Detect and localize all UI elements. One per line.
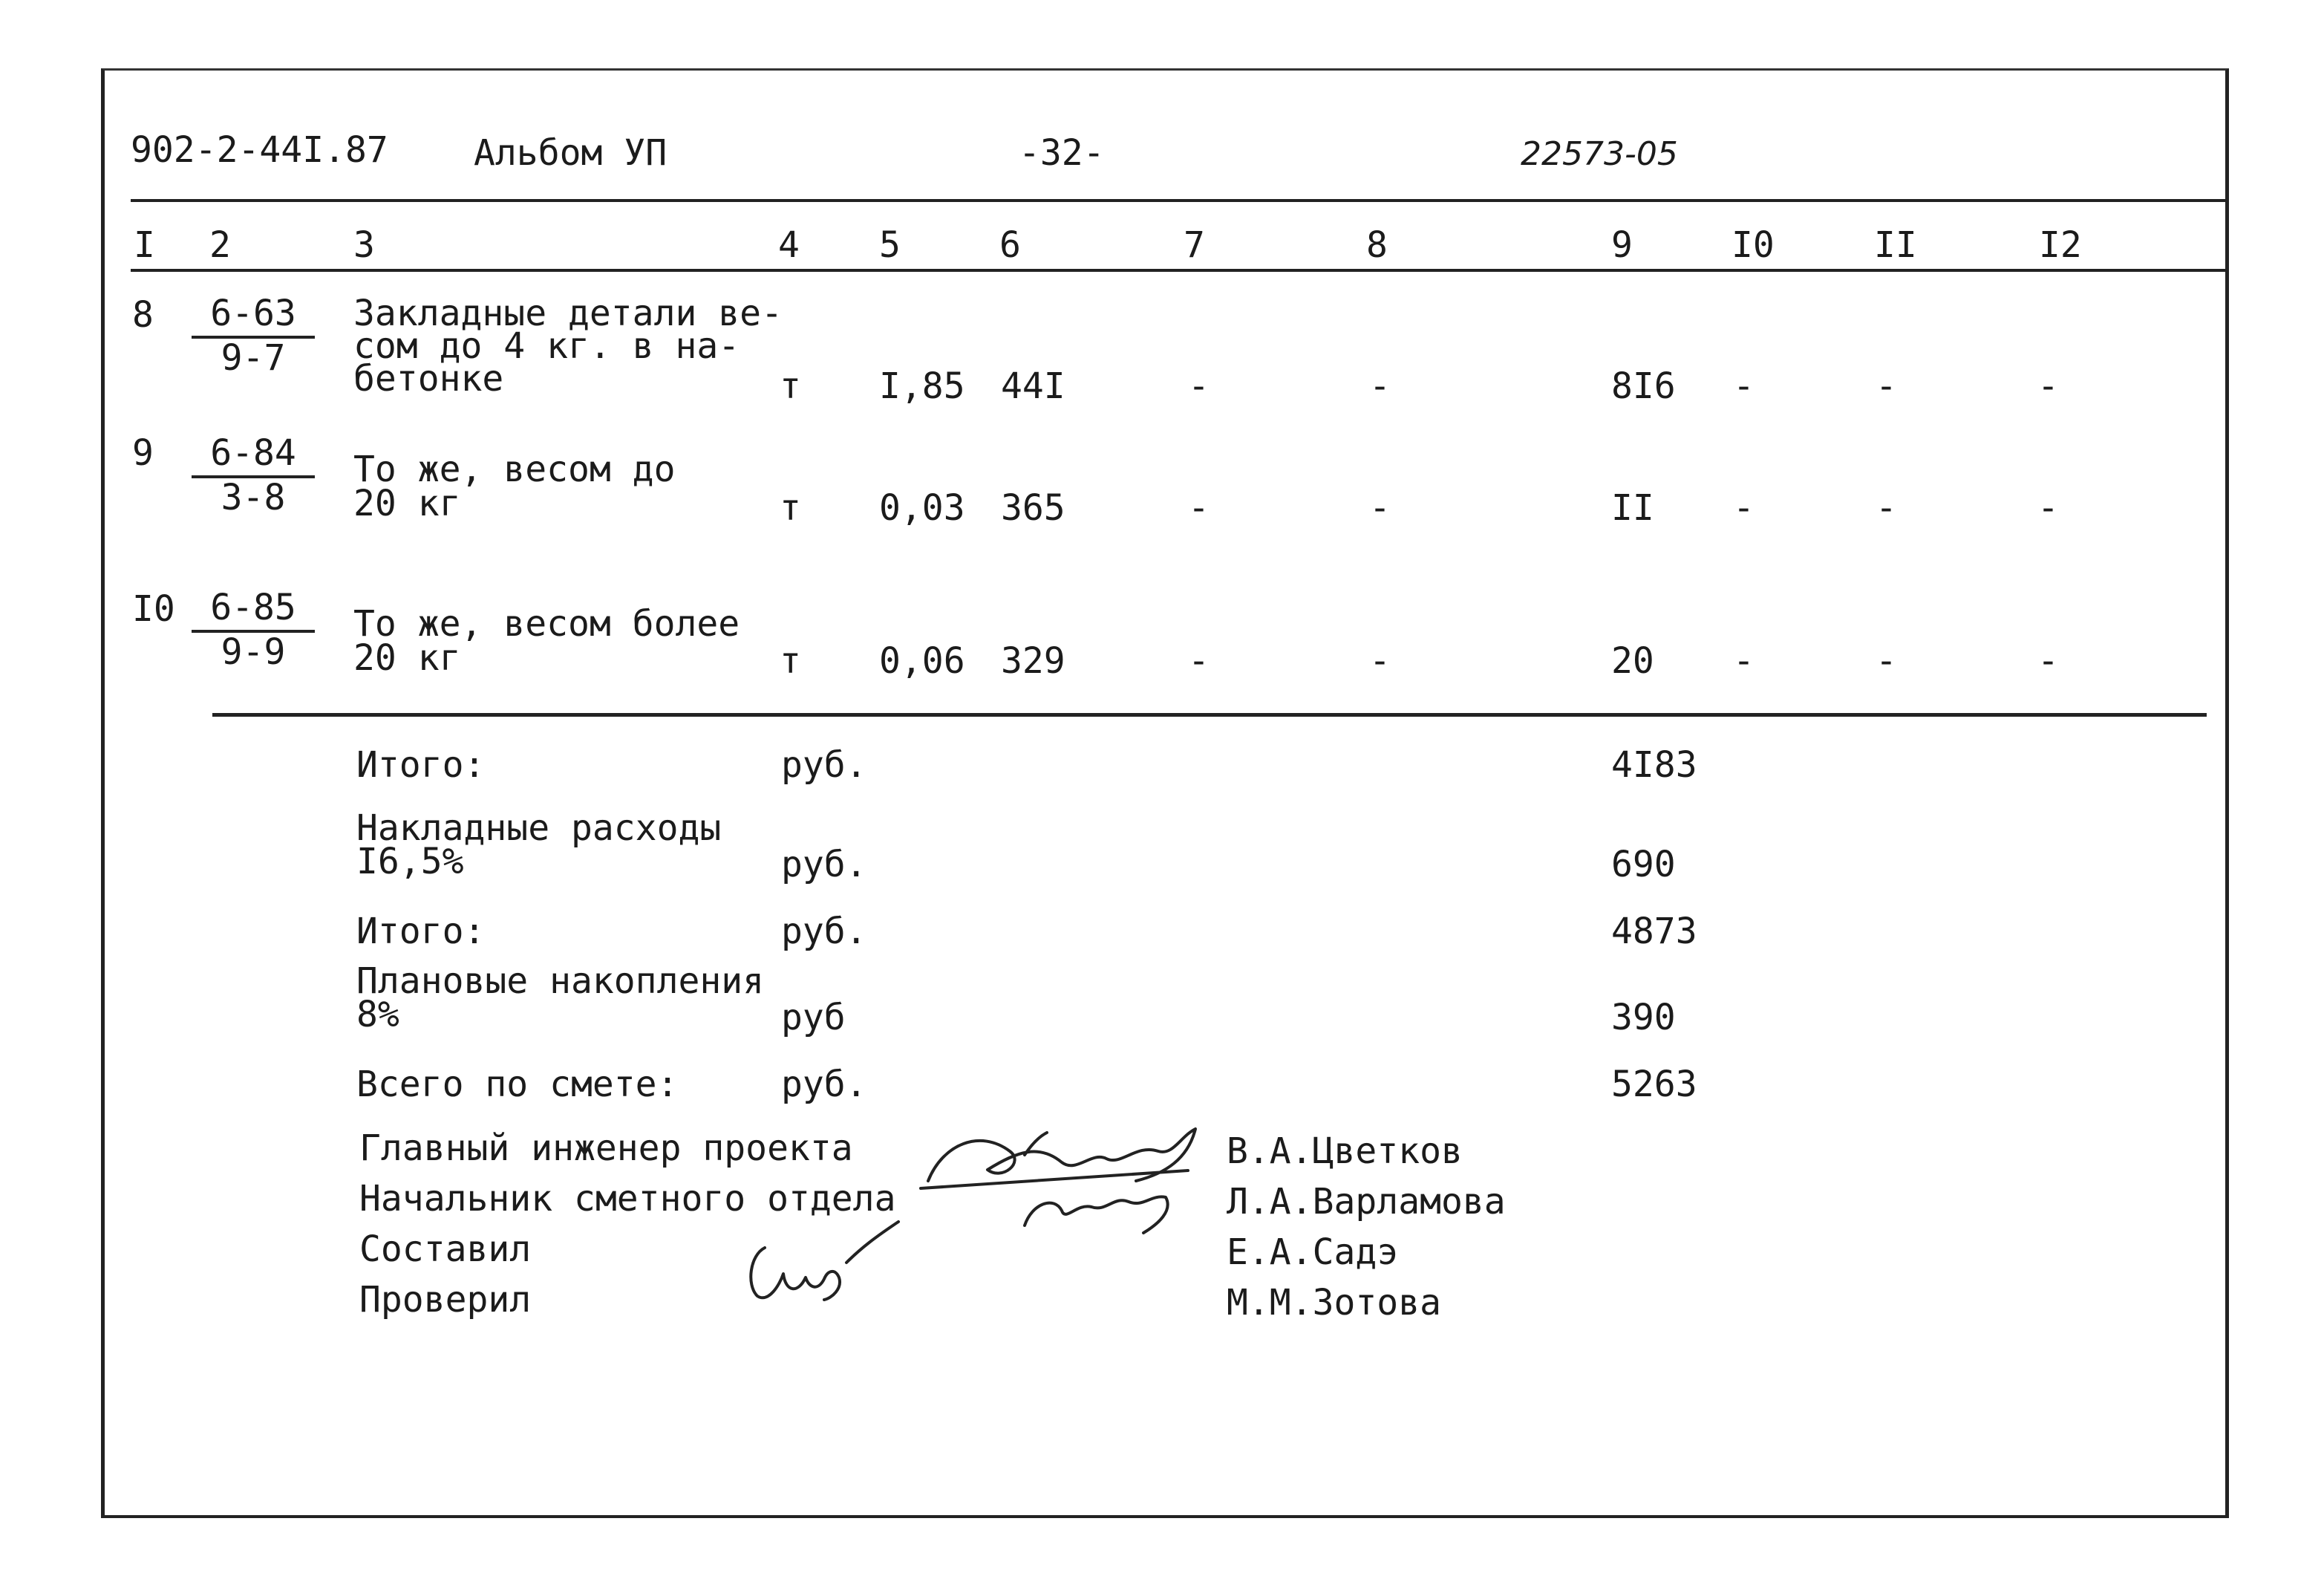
row-number: 9 [132, 432, 154, 474]
compiler-signature [735, 1211, 913, 1315]
code-bottom: 3-8 [221, 477, 286, 518]
doc-number: 902-2-44I.87 [131, 129, 388, 171]
desc-line: Закладные детали ве- [353, 293, 783, 334]
code-fraction [192, 434, 315, 517]
col7-cell: - [1188, 365, 1210, 407]
summary-unit: руб. [781, 744, 867, 786]
total-cell: 8I6 [1611, 365, 1676, 407]
doc-code: 22573-05 [1521, 135, 1678, 173]
col7-cell: - [1188, 487, 1210, 529]
summary-label-line: I6,5% [356, 841, 464, 882]
page-number: -32- [1019, 132, 1105, 174]
unit-cell: т [780, 487, 801, 529]
signature-name: Е.А.Садэ [1227, 1231, 1399, 1273]
col8-cell: - [1369, 487, 1391, 529]
code-fraction [192, 294, 315, 377]
signature-role: Начальник сметного отдела [359, 1178, 896, 1220]
col-11: II [1874, 224, 1917, 266]
header-rule [131, 199, 2229, 202]
row-description [353, 603, 740, 679]
col10-cell: - [1733, 365, 1755, 407]
desc-line: То же, весом более [353, 603, 740, 645]
desc-line: 20 кг [353, 637, 461, 679]
summary-value: 4873 [1611, 911, 1697, 952]
price-cell: 365 [1001, 487, 1065, 529]
col12-cell: - [2037, 365, 2059, 407]
summary-unit: руб. [781, 911, 867, 952]
col-1: I [134, 224, 155, 266]
col8-cell: - [1369, 640, 1391, 682]
summary-value: 4I83 [1611, 744, 1697, 786]
col11-cell: - [1876, 487, 1897, 529]
total-cell: 20 [1611, 640, 1654, 682]
summary-label: Итого: [356, 744, 486, 786]
summary-value: 390 [1611, 997, 1676, 1038]
row-number: 8 [132, 294, 154, 336]
col11-cell: - [1876, 640, 1897, 682]
col-7: 7 [1184, 224, 1205, 266]
qty-cell: I,85 [879, 365, 965, 407]
summary-label-line: 8% [356, 994, 399, 1035]
album-label: Альбом УП [474, 132, 668, 174]
column-header-rule [131, 269, 2229, 272]
table-end-rule [212, 713, 2207, 717]
signature-role: Проверил [359, 1279, 532, 1321]
code-top: 6-85 [192, 588, 315, 633]
summary-unit: руб [781, 997, 846, 1038]
price-cell: 329 [1001, 640, 1065, 682]
summary-value: 690 [1611, 844, 1676, 885]
signature-name: В.А.Цветков [1227, 1130, 1463, 1172]
summary-label-line: Накладные расходы [356, 807, 722, 849]
col11-cell: - [1876, 365, 1897, 407]
col10-cell: - [1733, 640, 1755, 682]
code-top: 6-63 [192, 294, 315, 339]
summary-label-line: Плановые накопления [356, 960, 765, 1002]
summary-unit: руб. [781, 844, 867, 885]
col8-cell: - [1369, 365, 1391, 407]
total-cell: II [1611, 487, 1654, 529]
desc-line: сом до 4 кг. в на- [353, 325, 740, 367]
unit-cell: т [780, 365, 801, 407]
col12-cell: - [2037, 640, 2059, 682]
price-cell: 44I [1001, 365, 1065, 407]
col10-cell: - [1733, 487, 1755, 529]
desc-line: То же, весом до [353, 449, 676, 490]
col-8: 8 [1366, 224, 1388, 266]
qty-cell: 0,03 [879, 487, 965, 529]
col-4: 4 [778, 224, 800, 266]
unit-cell: т [780, 640, 801, 682]
qty-cell: 0,06 [879, 640, 965, 682]
desc-line: бетонке [353, 358, 504, 400]
col-9: 9 [1611, 224, 1633, 266]
col-6: 6 [999, 224, 1021, 266]
summary-label [356, 807, 722, 882]
col-5: 5 [879, 224, 901, 266]
col-3: 3 [353, 224, 375, 266]
row-number: I0 [132, 588, 175, 630]
col7-cell: - [1188, 640, 1210, 682]
summary-value: 5263 [1611, 1064, 1697, 1105]
summary-label: Итого: [356, 911, 486, 952]
signature-name: Л.А.Варламова [1227, 1181, 1506, 1222]
signature-name: М.М.Зотова [1227, 1282, 1441, 1324]
col-2: 2 [209, 224, 231, 266]
signature-role: Составил [359, 1228, 532, 1270]
row-description [353, 293, 783, 400]
summary-label: Всего по смете: [356, 1064, 679, 1105]
code-bottom: 9-7 [221, 337, 286, 379]
chief-engineer-signature [913, 1099, 1225, 1255]
summary-unit: руб. [781, 1064, 867, 1105]
col-10: I0 [1731, 224, 1775, 266]
signature-role: Главный инженер проекта [359, 1127, 853, 1169]
row-description [353, 449, 676, 524]
col12-cell: - [2037, 487, 2059, 529]
col-12: I2 [2039, 224, 2082, 266]
desc-line: 20 кг [353, 483, 461, 524]
summary-label [356, 960, 765, 1035]
code-fraction [192, 588, 315, 671]
code-top: 6-84 [192, 434, 315, 478]
code-bottom: 9-9 [221, 631, 286, 673]
